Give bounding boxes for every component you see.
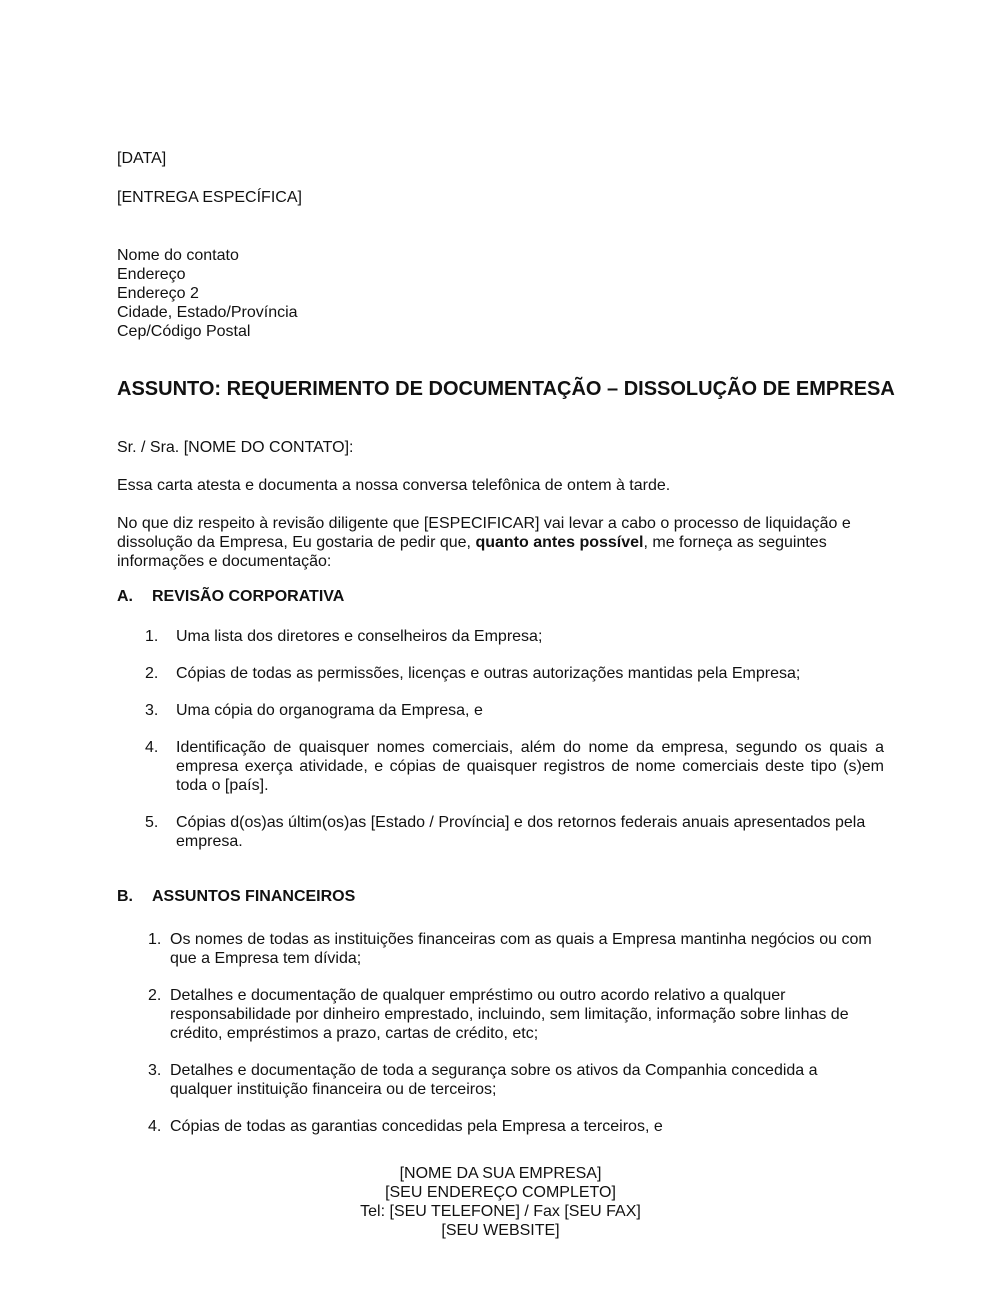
list-item-text: Identificação de quaisquer nomes comerciais, além do nome da empresa, segundo os quais a empresa exerça atividade, e cópias de quaisquer registros de nome comerciais deste tipo (s)em toda o [país].: [176, 739, 884, 794]
section-b-list: [117, 930, 884, 1136]
list-item-text: Cópias de todas as garantias concedidas pela Empresa a terceiros, e: [170, 1118, 663, 1135]
recipient-city-state: Cidade, Estado/Província: [117, 304, 298, 321]
list-item-number: 3.: [145, 702, 159, 719]
footer-company-name: [NOME DA SUA EMPRESA]: [399, 1165, 602, 1182]
request-text-emphasis: quanto antes possível: [475, 534, 644, 551]
list-item: [117, 664, 884, 683]
list-item-number: 2.: [148, 987, 162, 1004]
section-b-letter: B.: [117, 888, 133, 905]
letter-footer: [117, 1164, 884, 1240]
request-paragraph: [117, 514, 884, 571]
list-item-number: 4.: [148, 1118, 162, 1135]
list-item-number: 3.: [148, 1062, 162, 1079]
subject-line: ASSUNTO: REQUERIMENTO DE DOCUMENTAÇÃO – DISSOLUÇÃO DE EMPRESA: [117, 378, 895, 400]
list-item-text: Cópias d(os)as últim(os)as [Estado / Província] e dos retornos federais anuais apresentados pela empresa.: [176, 814, 866, 850]
recipient-address-1: Endereço: [117, 266, 186, 283]
list-item-number: 1.: [148, 931, 162, 948]
list-item-text: Os nomes de todas as instituições financeiras com as quais a Empresa mantinha negócios ou com que a Empresa tem dívida;: [170, 931, 872, 967]
recipient-address-block: [117, 246, 884, 341]
list-item: [117, 813, 884, 851]
recipient-name: Nome do contato: [117, 247, 239, 264]
recipient-address-2: Endereço 2: [117, 285, 199, 302]
salutation: Sr. / Sra. [NOME DO CONTATO]:: [117, 439, 354, 456]
section-b-heading: [117, 887, 884, 906]
list-item-text: Detalhes e documentação de qualquer empréstimo ou outro acordo relativo a qualquer responsabilidade por dinheiro emprestado, incluindo, sem limitação, informação sobre linhas de crédito, empréstimos a prazo, cartas de crédito, etc;: [170, 987, 849, 1042]
list-item-text: Uma cópia do organograma da Empresa, e: [176, 702, 483, 719]
intro-paragraph: Essa carta atesta e documenta a nossa conversa telefônica de ontem à tarde.: [117, 477, 671, 494]
list-item: [117, 930, 884, 968]
list-item-number: 4.: [145, 739, 159, 756]
section-b-title: ASSUNTOS FINANCEIROS: [152, 888, 356, 905]
list-item: [117, 701, 884, 720]
section-a-heading: [117, 587, 884, 606]
list-item-number: 1.: [145, 628, 159, 645]
list-item-text: Uma lista dos diretores e conselheiros da Empresa;: [176, 628, 543, 645]
list-item: [117, 738, 884, 795]
delivery-method-placeholder: [ENTREGA ESPECÍFICA]: [117, 189, 302, 206]
list-item: [117, 1117, 884, 1136]
footer-company-address: [SEU ENDEREÇO COMPLETO]: [385, 1184, 616, 1201]
footer-website: [SEU WEBSITE]: [441, 1222, 560, 1239]
request-text-before: No que diz respeito à revisão diligente que [ESPECIFICAR] vai levar a cabo o processo de liquidação e dissolução da Empresa, Eu gostaria de pedir que,: [117, 515, 851, 551]
list-item-text: Cópias de todas as permissões, licenças e outras autorizações mantidas pela Empresa;: [176, 665, 801, 682]
date-placeholder: [DATA]: [117, 150, 167, 167]
list-item-text: Detalhes e documentação de toda a segurança sobre os ativos da Companhia concedida a qualquer instituição financeira ou de terceiros;: [170, 1062, 818, 1098]
list-item-number: 5.: [145, 814, 159, 831]
list-item: [117, 986, 884, 1043]
footer-phone-fax: Tel: [SEU TELEFONE] / Fax [SEU FAX]: [360, 1203, 641, 1220]
request-text-after: , me forneça as seguintes informações e documentação:: [117, 534, 827, 570]
section-a-letter: A.: [117, 588, 133, 605]
section-a-title: REVISÃO CORPORATIVA: [152, 588, 345, 605]
list-item: [117, 627, 884, 646]
section-a-list: [117, 627, 884, 851]
recipient-postal-code: Cep/Código Postal: [117, 323, 251, 340]
list-item: [117, 1061, 884, 1099]
list-item-number: 2.: [145, 665, 159, 682]
